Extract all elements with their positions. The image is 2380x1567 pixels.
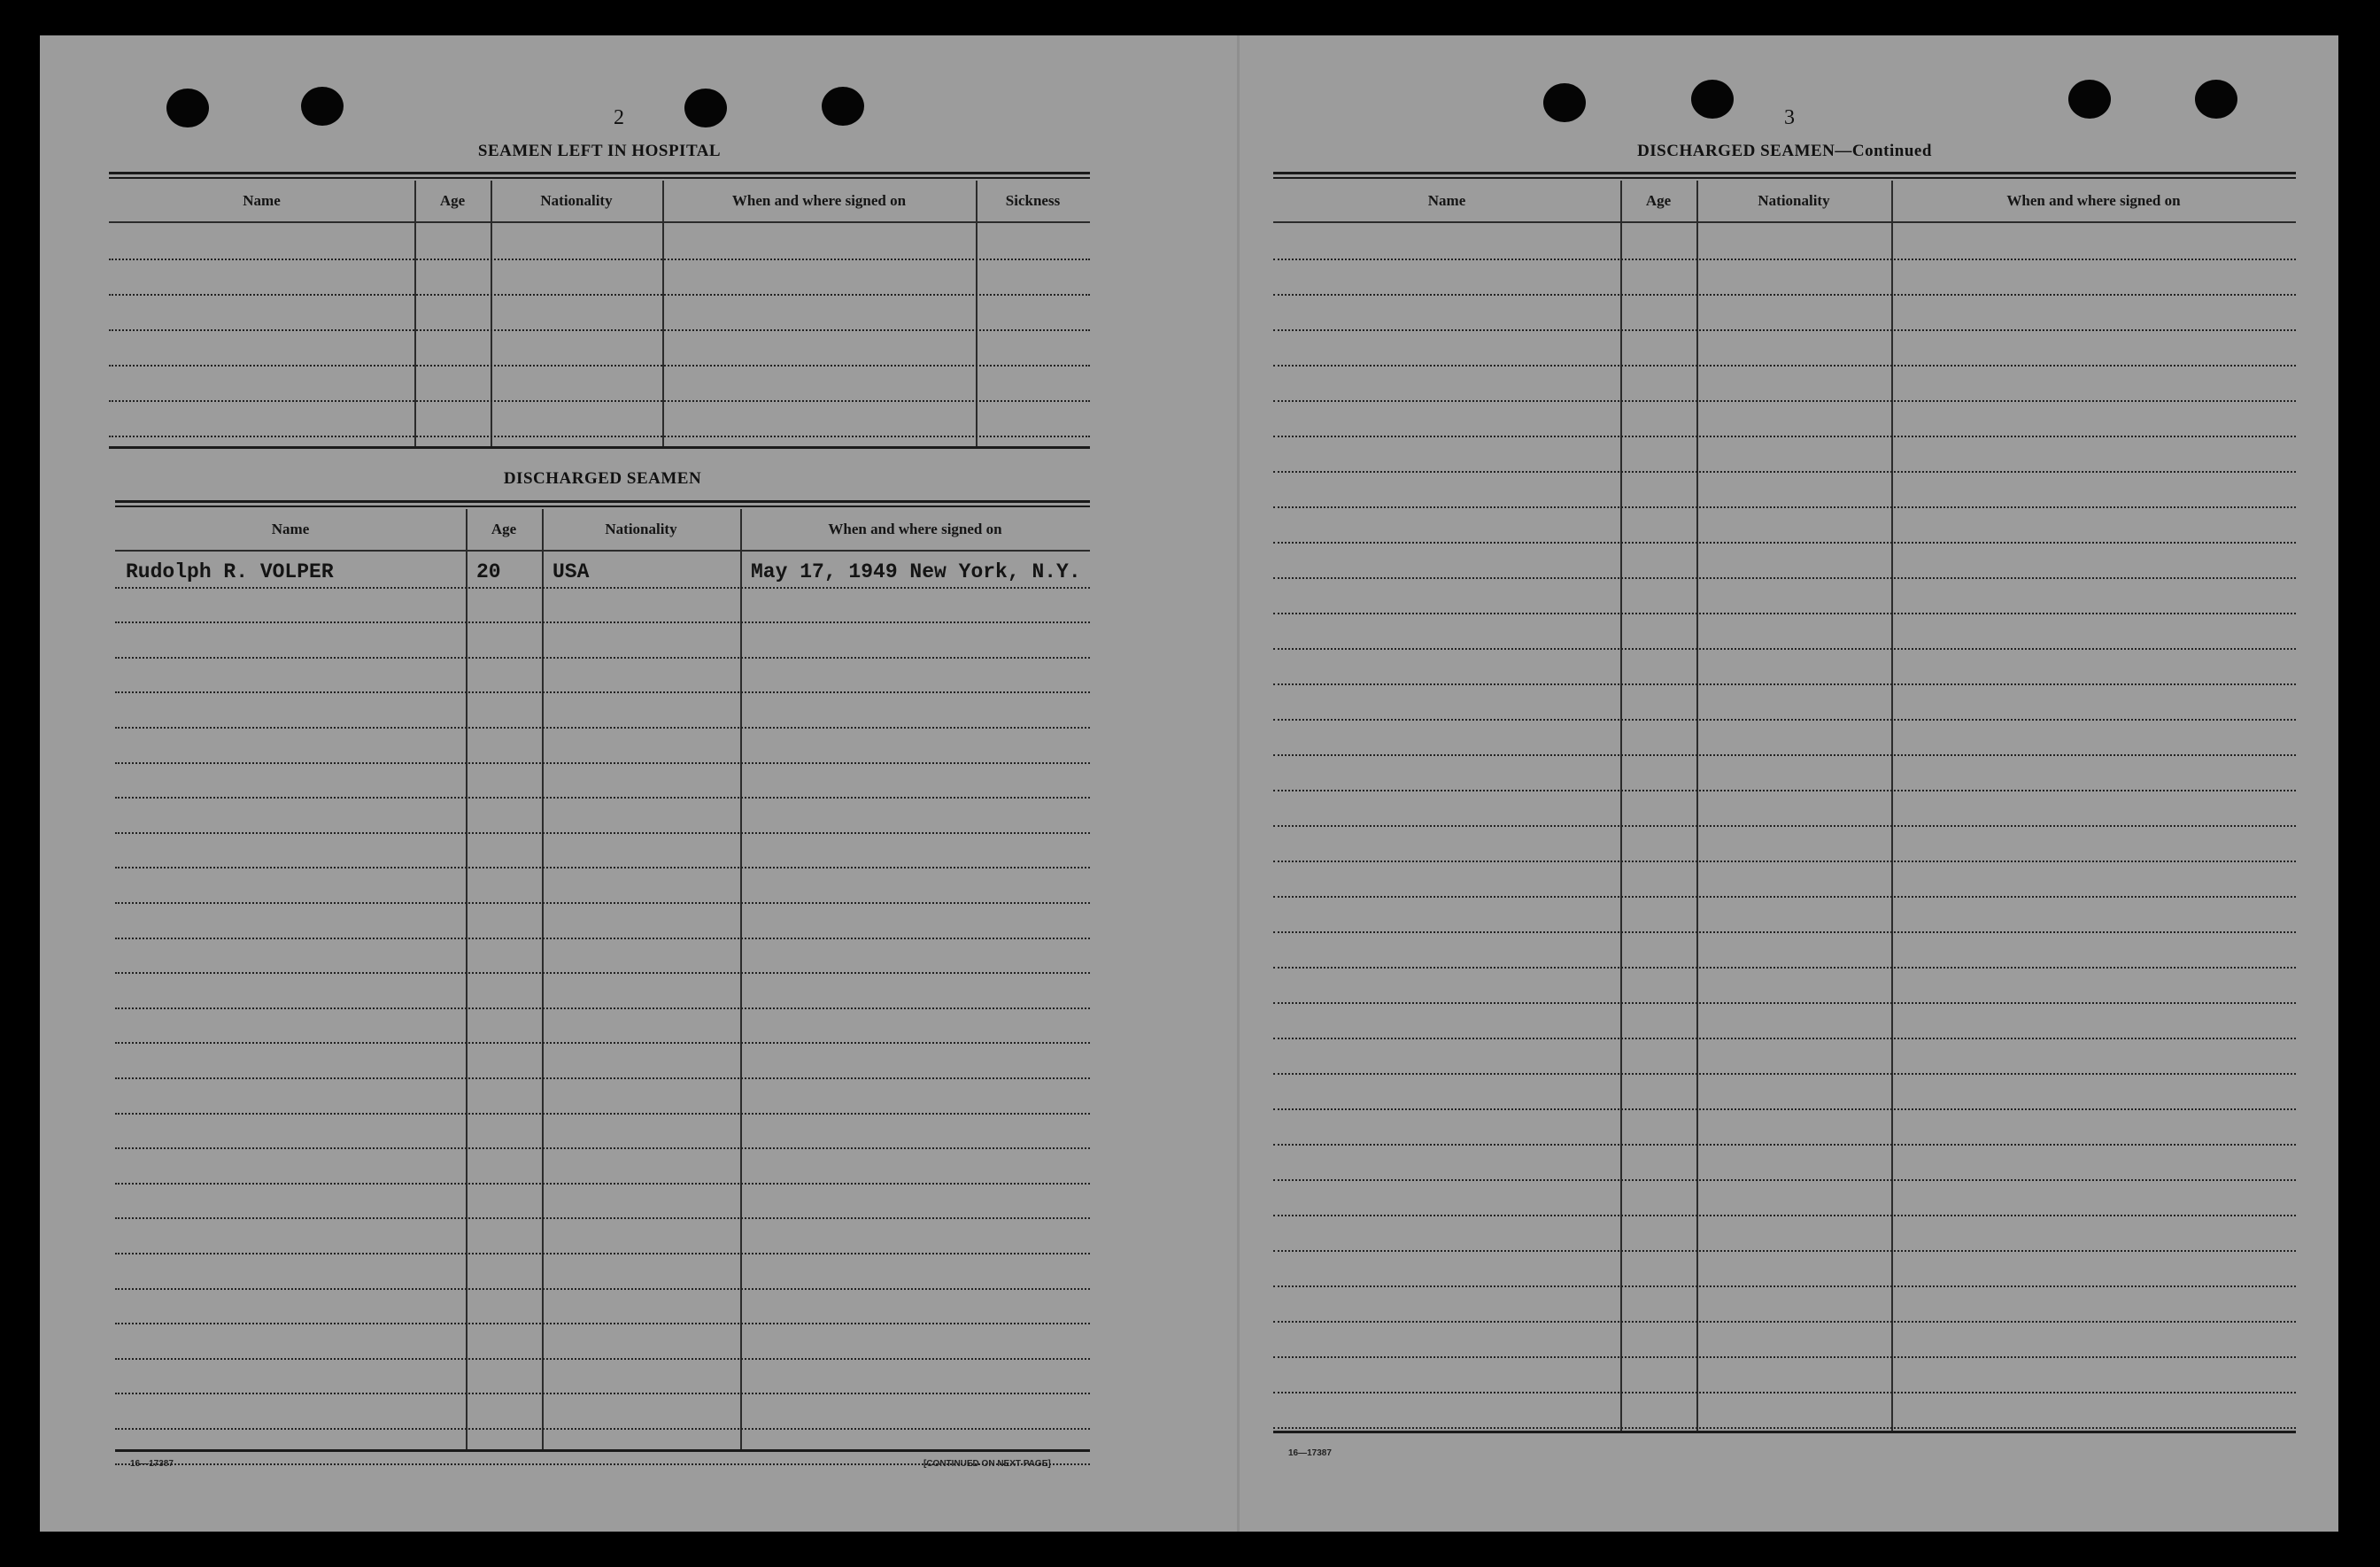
form-code-left: 16—17387 [130, 1459, 174, 1469]
table-bottom-rule [1273, 1431, 2296, 1433]
table-cell: May 17, 1949 New York, N.Y. [751, 560, 1081, 583]
table-row [1273, 259, 2296, 296]
table-row [1273, 1179, 2296, 1216]
table-row [115, 587, 1090, 624]
column-header: Age [491, 521, 517, 537]
table-row [115, 938, 1090, 975]
column-header: Name [271, 521, 310, 537]
table-row [109, 223, 1090, 260]
table-cell: 20 [476, 560, 501, 583]
column-header: When and where signed on [828, 521, 1002, 537]
table-row [1273, 436, 2296, 473]
continued-note: [CONTINUED ON NEXT PAGE] [923, 1459, 1051, 1469]
punch-hole [1691, 80, 1734, 119]
discharged-section-title: DISCHARGED SEAMEN [503, 469, 702, 488]
table-top-rule [109, 172, 1090, 174]
table-row [1273, 967, 2296, 1004]
table-header [115, 509, 1090, 552]
column-header: Age [439, 192, 466, 209]
column-header: Nationality [1758, 192, 1830, 209]
table-row [115, 1113, 1090, 1150]
table-row [1273, 400, 2296, 437]
table-row [1273, 1108, 2296, 1146]
table-row [1273, 542, 2296, 579]
table-row [115, 867, 1090, 904]
document-sheet [40, 35, 2338, 1532]
table-row [1273, 896, 2296, 933]
table-row [1273, 1250, 2296, 1287]
table-row [115, 1042, 1090, 1079]
table-row [1273, 790, 2296, 827]
table-top-rule [1273, 177, 2296, 179]
table-bottom-rule [109, 446, 1090, 449]
table-row [115, 1393, 1090, 1430]
punch-hole [684, 89, 727, 127]
column-header: Name [1427, 192, 1466, 209]
table-row [109, 400, 1090, 437]
table-row [1273, 754, 2296, 791]
table-header [1273, 181, 2296, 223]
table-row [1273, 719, 2296, 756]
table-row [115, 972, 1090, 1009]
punch-hole [301, 87, 344, 126]
table-row [115, 762, 1090, 799]
table-row [115, 1183, 1090, 1220]
table-row [1273, 294, 2296, 331]
discharged-table [115, 500, 1090, 1492]
table-top-rule [115, 500, 1090, 503]
table-row [115, 1077, 1090, 1115]
table-row [109, 294, 1090, 331]
table-row [115, 1147, 1090, 1185]
table-row [1273, 471, 2296, 508]
table-row [115, 1253, 1090, 1290]
table-row [115, 1323, 1090, 1360]
table-header [109, 181, 1090, 223]
column-header: Nationality [605, 521, 677, 537]
punch-hole [166, 89, 209, 127]
table-row [115, 832, 1090, 869]
table-row [115, 797, 1090, 834]
column-header: Age [1645, 192, 1672, 209]
table-row [1273, 683, 2296, 721]
table-row [115, 1358, 1090, 1395]
column-header: Nationality [540, 192, 613, 209]
page-number-right: 3 [1784, 106, 1795, 129]
table-row [115, 691, 1090, 729]
table-row [1273, 365, 2296, 402]
table-row [115, 1007, 1090, 1045]
table-cell: Rudolph R. VOLPER [126, 560, 334, 583]
table-row [1273, 931, 2296, 969]
page-number-left: 2 [614, 106, 624, 129]
column-header: When and where signed on [731, 192, 907, 209]
continued-table [1273, 172, 2296, 1482]
table-row [1273, 825, 2296, 862]
table-row [1273, 1144, 2296, 1181]
table-top-rule [109, 177, 1090, 179]
table-row [115, 1288, 1090, 1325]
table-row [115, 727, 1090, 764]
table-row [115, 1217, 1090, 1254]
table-row [109, 365, 1090, 402]
table-top-rule [115, 506, 1090, 507]
table-row [1273, 1002, 2296, 1039]
punch-hole [1543, 83, 1586, 122]
punch-hole [2068, 80, 2111, 119]
table-row [1273, 506, 2296, 544]
table-row [1273, 329, 2296, 367]
table-row [1273, 648, 2296, 685]
table-row [1273, 1073, 2296, 1110]
table-row [1273, 613, 2296, 650]
table-row [1273, 1285, 2296, 1323]
table-top-rule [1273, 172, 2296, 174]
hospital-section-title: SEAMEN LEFT IN HOSPITAL [477, 142, 722, 160]
table-row [115, 552, 1090, 589]
hospital-table [109, 172, 1090, 487]
table-row [109, 259, 1090, 296]
table-row [1273, 577, 2296, 614]
table-row [115, 621, 1090, 659]
table-cell: USA [552, 560, 590, 583]
table-row [1273, 1321, 2296, 1358]
column-header: Sickness [1005, 192, 1061, 209]
table-row [1273, 1038, 2296, 1075]
table-row [1273, 1215, 2296, 1252]
table-row [1273, 1356, 2296, 1393]
table-row [109, 329, 1090, 367]
table-row [115, 657, 1090, 694]
form-code-right: 16—17387 [1288, 1448, 1332, 1458]
continued-section-title: DISCHARGED SEAMEN—Continued [1637, 142, 1932, 160]
table-row [1273, 861, 2296, 898]
punch-hole [2195, 80, 2237, 119]
column-header: When and where signed on [2006, 192, 2181, 209]
table-row [1273, 223, 2296, 260]
column-header: Name [243, 192, 281, 209]
table-row [1273, 1392, 2296, 1429]
punch-hole [822, 87, 864, 126]
table-row [115, 902, 1090, 939]
page-fold [1237, 35, 1240, 1532]
